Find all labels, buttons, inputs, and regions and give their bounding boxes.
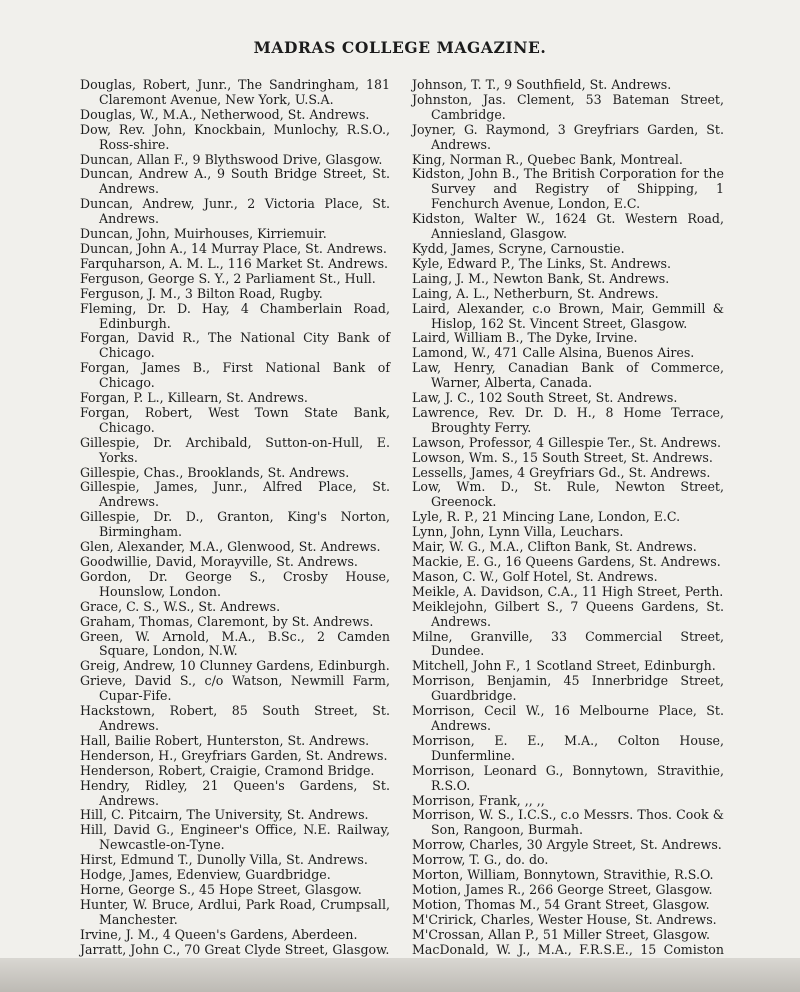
directory-entry: Mackie, E. G., 16 Queens Gardens, St. Andrews.	[412, 554, 721, 569]
directory-entry: Kidston, Walter W., 1624 Gt. Western Road, Anniesland, Glasgow.	[412, 211, 724, 242]
directory-entry: Morrison, Frank, ,, ,,	[412, 792, 545, 808]
directory-entry: Duncan, Andrew A., 9 South Bridge Street, St. Andrews.	[80, 166, 390, 197]
directory-entry: Milne, Granville, 33 Commercial Street, Dundee.	[412, 628, 724, 659]
directory-entry: Lynn, John, Lynn Villa, Leuchars.	[412, 524, 624, 540]
directory-entry: Greig, Andrew, 10 Clunney Gardens, Edinburgh.	[80, 658, 390, 674]
directory-entry: Douglas, Robert, Junr., The Sandringham, 181 Claremont Avenue, New York, U.S.A.	[80, 77, 390, 107]
directory-entry: MacDonald, W. J., M.A., F.R.S.E., 15 Comiston	[412, 941, 724, 957]
directory-entry: Morrison, W. S., I.C.S., c.o Messrs. Thos. Cook & Son, Rangoon, Burmah.	[412, 807, 724, 838]
directory-entry: Laing, A. L., Netherburn, St. Andrews.	[412, 285, 659, 301]
directory-entry: Kidston, John B., The British Corporation for the Survey and Registry of Shipping, 1 Fenchurch Avenue, London, E.C.	[412, 166, 724, 212]
directory-entry: Morrow, Charles, 30 Argyle Street, St. Andrews.	[412, 837, 722, 853]
directory-entry: Mair, W. G., M.A., Clifton Bank, St. Andrews.	[412, 539, 697, 555]
directory-entry: Hall, Bailie Robert, Hunterston, St. Andrews.	[80, 732, 370, 748]
directory-entry: Lamond, W., 471 Calle Alsina, Buenos Aires.	[412, 345, 695, 361]
directory-entry: Laird, Alexander, c.o Brown, Mair, Gemmill & Hislop, 162 St. Vincent Street, Glasgow.	[412, 300, 724, 331]
directory-entry: Meikle, A. Davidson, C.A., 11 High Street, Perth.	[412, 583, 724, 599]
directory-entry: Douglas, W., M.A., Netherwood, St. Andrews.	[80, 106, 370, 122]
directory-entry: Jarratt, John C., 70 Great Clyde Street, Glasgow.	[80, 941, 390, 957]
directory-entry: Dow, Rev. John, Knockbain, Munlochy, R.S.O., Ross-shire.	[80, 121, 390, 152]
directory-entry: Morrison, E. E., M.A., Colton House, Dunfermline.	[412, 732, 724, 763]
directory-entry: Mason, C. W., Golf Hotel, St. Andrews.	[412, 568, 658, 584]
directory-entry: Farquharson, A. M. L., 116 Market St. Andrews.	[80, 255, 389, 271]
directory-entry: Law, Henry, Canadian Bank of Commerce, Warner, Alberta, Canada.	[412, 360, 724, 391]
directory-entry: Forgan, P. L., Killearn, St. Andrews.	[80, 390, 308, 406]
directory-entry: Grace, C. S., W.S., St. Andrews.	[80, 598, 281, 614]
directory-entry: Gillespie, Chas., Brooklands, St. Andrews.	[80, 464, 350, 480]
directory-entry: Duncan, John A., 14 Murray Place, St. Andrews.	[80, 240, 387, 256]
directory-entry: Duncan, John, Muirhouses, Kirriemuir.	[80, 226, 327, 242]
left-column	[80, 78, 390, 957]
directory-entry: Forgan, James B., First National Bank of Chicago.	[80, 360, 390, 391]
directory-entry: Hill, David G., Engineer's Office, N.E. Railway, Newcastle-on-Tyne.	[80, 822, 390, 853]
directory-entry: Green, W. Arnold, M.A., B.Sc., 2 Camden Square, London, N.W.	[80, 628, 390, 659]
directory-entry: Horne, George S., 45 Hope Street, Glasgow.	[80, 881, 362, 897]
directory-entry: Morrow, T. G., do. do.	[412, 852, 549, 868]
directory-entry: Lawrence, Rev. Dr. D. H., 8 Home Terrace, Broughty Ferry.	[412, 404, 724, 435]
directory-entry: M'Cririck, Charles, Wester House, St. Andrews.	[412, 911, 717, 927]
directory-entry: Motion, James R., 266 George Street, Glasgow.	[412, 881, 713, 897]
directory-entry: Hendry, Ridley, 21 Queen's Gardens, St. Andrews.	[80, 777, 390, 808]
directory-entry: Gillespie, Dr. Archibald, Sutton-on-Hull, E. Yorks.	[80, 434, 390, 465]
page-bottom-edge	[0, 958, 800, 992]
directory-entry: Morrison, Benjamin, 45 Innerbridge Street, Guardbridge.	[412, 673, 724, 704]
directory-entry: Ferguson, J. M., 3 Bilton Road, Rugby.	[80, 285, 323, 301]
directory-entry: Kydd, James, Scryne, Carnoustie.	[412, 240, 625, 256]
directory-entry: Duncan, Allan F., 9 Blythswood Drive, Glasgow.	[80, 151, 383, 167]
directory-entry: Hackstown, Robert, 85 South Street, St. Andrews.	[80, 703, 390, 733]
page-title: MADRAS COLLEGE MAGAZINE.	[253, 38, 547, 57]
directory-entry: Lyle, R. P., 21 Mincing Lane, London, E.C.	[412, 509, 681, 525]
directory-entry: Morrison, Cecil W., 16 Melbourne Place, St. Andrews.	[412, 703, 724, 733]
directory-entry: King, Norman R., Quebec Bank, Montreal.	[412, 151, 683, 167]
directory-entry: Lawson, Professor, 4 Gillespie Ter., St. Andrews.	[412, 434, 721, 450]
directory-entry: Johnson, T. T., 9 Southfield, St. Andrews.	[412, 77, 672, 92]
directory-entry: Laird, William B., The Dyke, Irvine.	[412, 330, 638, 346]
directory-entry: Forgan, Robert, West Town State Bank, Chicago.	[80, 404, 390, 435]
directory-entry: Laing, J. M., Newton Bank, St. Andrews.	[412, 270, 670, 286]
directory-entry: Fleming, Dr. D. Hay, 4 Chamberlain Road, Edinburgh.	[80, 300, 390, 331]
directory-entry: M'Crossan, Allan P., 51 Miller Street, Glasgow.	[412, 926, 711, 942]
directory-entry: Joyner, G. Raymond, 3 Greyfriars Garden, St. Andrews.	[412, 121, 724, 152]
directory-entry: Gillespie, Dr. D., Granton, King's Norton, Birmingham.	[80, 509, 390, 540]
directory-entry: Law, J. C., 102 South Street, St. Andrews.	[412, 390, 678, 406]
directory-entry: Hirst, Edmund T., Dunolly Villa, St. Andrews.	[80, 852, 368, 868]
directory-entry: Lowson, Wm. S., 15 South Street, St. Andrews.	[412, 449, 713, 465]
directory-entry: Gordon, Dr. George S., Crosby House, Hounslow, London.	[80, 568, 390, 599]
directory-entry: Low, Wm. D., St. Rule, Newton Street, Greenock.	[412, 479, 724, 510]
directory-entry: Henderson, H., Greyfriars Garden, St. Andrews.	[80, 747, 388, 763]
directory-entry: Motion, Thomas M., 54 Grant Street, Glasgow.	[412, 896, 710, 912]
directory-entry: Henderson, Robert, Craigie, Cramond Bridge.	[80, 762, 375, 778]
directory-entry: Irvine, J. M., 4 Queen's Gardens, Aberdeen.	[80, 926, 358, 942]
directory-entry: Hunter, W. Bruce, Ardlui, Park Road, Crumpsall, Manchester.	[80, 896, 390, 927]
directory-entry: Mitchell, John F., 1 Scotland Street, Edinburgh.	[412, 658, 716, 674]
directory-entry: Glen, Alexander, M.A., Glenwood, St. Andrews.	[80, 539, 381, 555]
directory-entry: Forgan, David R., The National City Bank of Chicago.	[80, 330, 390, 361]
directory-entry: Goodwillie, David, Morayville, St. Andrews.	[80, 554, 358, 569]
directory-entry: Ferguson, George S. Y., 2 Parliament St., Hull.	[80, 270, 376, 286]
directory-entry: Hill, C. Pitcairn, The University, St. Andrews.	[80, 807, 369, 823]
directory-entry: Hodge, James, Edenview, Guardbridge.	[80, 867, 331, 883]
right-column	[412, 78, 724, 972]
directory-entry: Kyle, Edward P., The Links, St. Andrews.	[412, 255, 672, 271]
directory-entry: Johnston, Jas. Clement, 53 Bateman Street, Cambridge.	[412, 91, 724, 122]
directory-entry: Graham, Thomas, Claremont, by St. Andrews.	[80, 613, 374, 629]
directory-entry: Meiklejohn, Gilbert S., 7 Queens Gardens, St. Andrews.	[412, 598, 724, 629]
directory-entry: Grieve, David S., c/o Watson, Newmill Farm, Cupar-Fife.	[80, 673, 390, 704]
directory-entry: Duncan, Andrew, Junr., 2 Victoria Place, St. Andrews.	[80, 196, 390, 227]
directory-entry: Gillespie, James, Junr., Alfred Place, St. Andrews.	[80, 479, 390, 510]
directory-entry: Morrison, Leonard G., Bonnytown, Stravithie, R.S.O.	[412, 762, 724, 793]
directory-entry: Morton, William, Bonnytown, Stravithie, R.S.O.	[412, 867, 714, 883]
directory-entry: Lessells, James, 4 Greyfriars Gd., St. Andrews.	[412, 464, 711, 480]
